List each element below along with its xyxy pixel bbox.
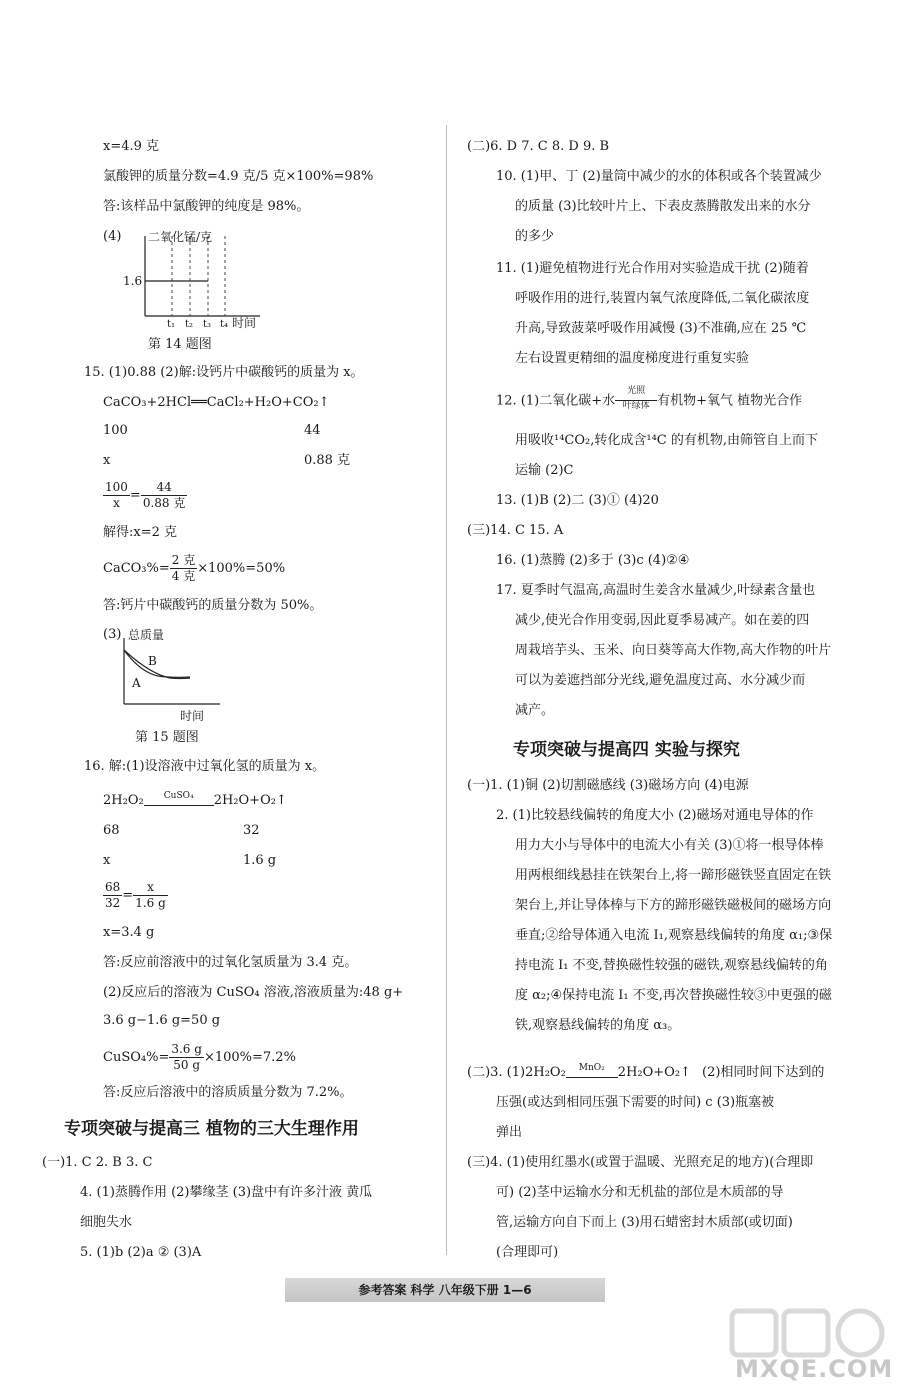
text-line: 细胞失水	[80, 1215, 133, 1230]
text-line: 垂直;②给导体通入电流 I₁,观察悬线偏转的角度 α₁;③保	[515, 928, 833, 943]
fig15-part-label: (3)	[103, 627, 122, 642]
mno2-equation: (二)3. (1)2H₂O₂ MnO₂ 2H₂O+O₂↑	[467, 1063, 691, 1080]
text-line: 用两根细线悬挂在铁架台上,将一蹄形磁铁竖直固定在铁	[515, 868, 832, 883]
text-line: 1.6 g	[243, 853, 277, 868]
text-line: 16. (1)蒸腾 (2)多于 (3)c (4)②④	[496, 553, 690, 568]
text-line: 减少,使光合作用变弱,因此夏季易减产。如在姜的四	[515, 613, 810, 628]
fig14-caption: 第 14 题图	[148, 337, 212, 352]
text-line: 32	[243, 823, 260, 838]
photosynthesis-equation: 12. (1)二氧化碳+水光照 叶绿体 有机物+氧气 植物光合作	[496, 386, 803, 411]
text-line: (三)14. C 15. A	[467, 523, 564, 538]
text-line: 升高,导致菠菜呼吸作用减慢 (3)不准确,应在 25 ℃	[515, 321, 807, 336]
text-line: (一)1. C 2. B 3. C	[42, 1155, 153, 1170]
text-line: (合理即可)	[496, 1245, 559, 1260]
text-line: 管,运输方向自下而上 (3)用石蜡密封木质部(或切面)	[496, 1215, 793, 1230]
text-line: 2. (1)比较悬线偏转的角度大小 (2)磁场对通电导体的作	[496, 808, 814, 823]
text-line: 的多少	[515, 229, 555, 244]
fig15-xlabel: 时间	[180, 709, 205, 723]
text-line: 100	[103, 423, 128, 438]
text-line: 的质量 (3)比较叶片上、下表皮蒸腾散发出来的水分	[515, 199, 811, 214]
text-line: 可) (2)茎中运输水分和无机盐的部位是木质部的导	[496, 1185, 784, 1200]
text-line: 16. 解:(1)设溶液中过氧化氢的质量为 x。	[84, 759, 326, 774]
text-line: 用力大小与导体中的电流大小有关 (3)①将一根导体棒	[515, 838, 824, 853]
fig15-graph	[110, 630, 230, 710]
fig14-tick: t₁	[167, 319, 176, 330]
text-line: 答:该样品中氯酸钾的纯度是 98%。	[103, 199, 310, 214]
text-line: x	[103, 853, 111, 868]
text-line: 13. (1)B (2)二 (3)① (4)20	[496, 493, 659, 508]
text-line: 3.6 g−1.6 g=50 g	[103, 1013, 221, 1028]
fig15-curve-a: A	[132, 676, 141, 690]
text-line: 弹出	[496, 1125, 523, 1140]
text-line: 答:反应前溶液中的过氧化氢质量为 3.4 克。	[103, 955, 358, 970]
text-line: x=4.9 克	[103, 139, 160, 154]
text-line: 氯酸钾的质量分数=4.9 克/5 克×100%=98%	[103, 169, 374, 184]
fig15-ylabel: 总质量	[128, 628, 165, 642]
text-line: 周栽培芋头、玉米、向日葵等高大作物,高大作物的叶片	[515, 643, 832, 658]
fig14-xlabel: 时间	[232, 316, 257, 330]
text-line: 0.88 克	[304, 453, 351, 468]
text-line: 度 α₂;④保持电流 I₁ 不变,再次替换磁性较③中更强的磁	[515, 988, 832, 1003]
text-line: 4. (1)蒸腾作用 (2)攀缘茎 (3)盘中有许多汁液 黄瓜	[80, 1185, 373, 1200]
fig14-ylabel: 二氧化锰/克	[148, 230, 213, 244]
text-line: (二)6. D 7. C 8. D 9. B	[467, 139, 610, 154]
section-title: 专项突破与提高四 实验与探究	[513, 740, 740, 760]
text-line: (2)相同时间下达到的	[702, 1065, 825, 1080]
fig14-tick: t₄	[220, 319, 229, 330]
proportion-line: $\frac{68}{32}$ = $\frac{x}{1.6 g}$	[105, 880, 166, 910]
watermark-text: MXQE.COM	[735, 1355, 894, 1383]
fig14-yval: 1.6	[123, 274, 143, 288]
fig14-tick: t₂	[185, 319, 194, 330]
text-line: 15. (1)0.88 (2)解:设钙片中碳酸钙的质量为 x。	[84, 365, 364, 380]
text-line: 持电流 I₁ 不变,替换磁性较强的磁铁,观察悬线偏转的角	[515, 958, 828, 973]
percent-line: CuSO₄%= $\frac{3.6 g}{50 g}$ ×100%=7.2%	[103, 1042, 296, 1072]
percent-line: CaCO₃%= $\frac{\text{2 克}}{\text{4 克}}$ ×100%=50%	[103, 553, 286, 583]
fig14-part-label: (4)	[103, 229, 122, 244]
text-line: 答:反应后溶液中的溶质质量分数为 7.2%。	[103, 1085, 353, 1100]
text-line: 11. (1)避免植物进行光合作用对实验造成干扰 (2)随着	[496, 261, 809, 276]
text-line: 架台上,并让导体棒与下方的蹄形磁铁磁极间的磁场方向	[515, 898, 832, 913]
text-line: 压强(或达到相同压强下需要的时间) c (3)瓶塞被	[496, 1095, 775, 1110]
text-line: 呼吸作用的进行,装置内氧气浓度降低,二氧化碳浓度	[515, 291, 810, 306]
text-line: 44	[304, 423, 321, 438]
proportion-line: $\frac{100}{x}$ = $\frac{44}{\text{0.88 克}}$	[105, 480, 186, 510]
text-line: 铁,观察悬线偏转的角度 α₃。	[515, 1018, 681, 1033]
text-line: 可以为姜遮挡部分光线,避免温度过高、水分减少而	[515, 673, 806, 688]
text-line: 5. (1)b (2)a ② (3)A	[80, 1245, 202, 1260]
fig15-caption: 第 15 题图	[135, 730, 199, 745]
text-line: 减产。	[515, 703, 555, 718]
h2o2-equation: 2H₂O₂ CuSO₄ 2H₂O+O₂↑	[103, 791, 287, 808]
section-title: 专项突破与提高三 植物的三大生理作用	[64, 1119, 359, 1139]
text-line: 17. 夏季时气温高,高温时生姜含水量减少,叶绿素含量也	[496, 583, 816, 598]
column-divider	[446, 125, 447, 1255]
text-line: 68	[103, 823, 120, 838]
page-footer: 参考答案 科学 八年级下册 1—6	[285, 1278, 605, 1302]
text-line: x	[103, 453, 111, 468]
text-line: (2)反应后的溶液为 CuSO₄ 溶液,溶液质量为:48 g+	[103, 985, 404, 1000]
text-line: (三)4. (1)使用红墨水(或置于温暖、光照充足的地方)(合理即	[467, 1155, 814, 1170]
fig14-tick: t₃	[203, 319, 212, 330]
text-line: (一)1. (1)铜 (2)切割磁感线 (3)磁场方向 (4)电源	[467, 778, 749, 793]
equation-line: CaCO₃+2HCl══CaCl₂+H₂O+CO₂↑	[103, 395, 330, 410]
text-line: 左右设置更精细的温度梯度进行重复实验	[515, 351, 750, 366]
text-line: x=3.4 g	[103, 925, 155, 940]
text-line: 用吸收¹⁴CO₂,转化成含¹⁴C 的有机物,由筛管自上而下	[515, 433, 819, 448]
text-line: 解得:x=2 克	[103, 525, 178, 540]
fig15-curve-b: B	[148, 654, 157, 668]
text-line: 答:钙片中碳酸钙的质量分数为 50%。	[103, 598, 323, 613]
text-line: 10. (1)甲、丁 (2)量筒中减少的水的体积或各个装置减少	[496, 169, 822, 184]
text-line: 运输 (2)C	[515, 463, 574, 478]
